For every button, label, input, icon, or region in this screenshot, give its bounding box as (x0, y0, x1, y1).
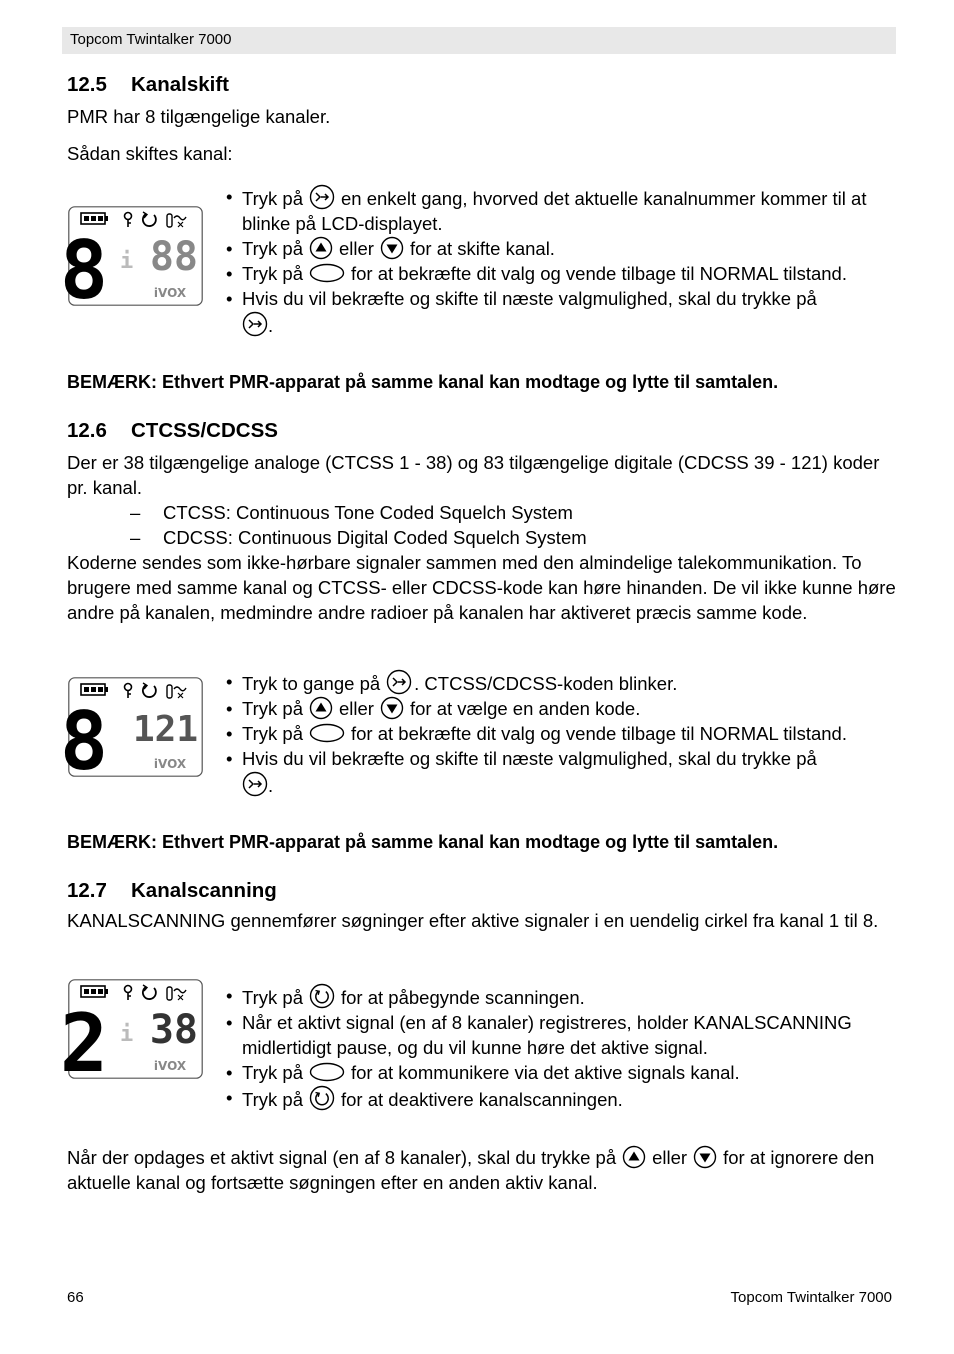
ptt-button-icon (309, 1061, 345, 1083)
up-button-icon (309, 696, 333, 720)
list-item: • Tryk på for at bekræfte dit valg og vende tilbage til NORMAL tilstand. (226, 723, 847, 744)
list-item: • Tryk på for at deaktivere kanalscanningen. (226, 1087, 623, 1110)
up-button-icon (622, 1145, 646, 1169)
list-item: • Tryk på for at kommunikere via det aktive signals kanal. (226, 1062, 740, 1083)
list-item: • Tryk på for at påbegynde scanningen. (226, 985, 585, 1008)
list-item: • Hvis du vil bekræfte og skifte til næste valgmulighed, skal du trykke på . (226, 748, 817, 796)
lcd-main-digit: 2 (59, 997, 108, 1090)
page-header (62, 27, 896, 54)
page-number: 66 (67, 1289, 84, 1306)
lcd-main-digit: 8 (59, 695, 108, 788)
section-title: Kanalscanning (131, 879, 277, 902)
section-number: 12.6 (67, 419, 107, 442)
section-title: Kanalskift (131, 73, 229, 96)
lcd-display-illustration (59, 206, 203, 317)
note-text: BEMÆRK: Ethvert PMR-apparat på samme kanal kan modtage og lytte til samtalen. (67, 832, 779, 852)
section-number: 12.5 (67, 73, 107, 96)
section-heading-12-5 (67, 73, 229, 97)
paragraph: Koderne sendes som ikke-hørbare signaler sammen med den almindelige talekommunikation. To brugere med samme kanal og CTCSS- eller CDCSS-kode kan høre hinanden. De vil ikke kunne høre andre på kanalen, medmindre andre radioer på kanalen har aktiveret præcis samme kode. (67, 552, 896, 623)
lcd-ivox-label: iVOX (153, 286, 187, 300)
menu-button-icon (242, 771, 268, 797)
list-item: • Tryk på eller for at vælge en anden kode. (226, 698, 641, 719)
bullet-list (226, 669, 896, 798)
menu-button-icon (242, 311, 268, 337)
down-button-icon (380, 696, 404, 720)
dash-item: – CDCSS: Continuous Digital Coded Squelch System (130, 527, 587, 548)
lcd-small-digits: 38 (149, 1007, 198, 1053)
list-item: • Tryk to gange på . CTCSS/CDCSS-koden blinker. (226, 671, 678, 694)
menu-button-icon (386, 669, 412, 695)
section-heading-12-7 (67, 879, 277, 903)
lcd-display-illustration (59, 677, 203, 788)
list-item: • Når et aktivt signal (en af 8 kanaler) registreres, holder KANALSCANNING midlertidigt pause, og du vil kunne høre det aktive signal. (226, 1012, 852, 1058)
lcd-ivox-label: iVOX (153, 757, 187, 771)
header-title: Topcom Twintalker 7000 (70, 31, 232, 48)
lcd-small-digits: 121 (132, 709, 198, 750)
down-button-icon (380, 236, 404, 260)
dash-item: – CTCSS: Continuous Tone Coded Squelch System (130, 502, 573, 523)
lcd-main-digit: 8 (59, 224, 108, 317)
bullet-list (226, 983, 896, 1112)
bullet-list (226, 184, 896, 338)
lcd-colon: i (120, 249, 134, 274)
ptt-button-icon (309, 262, 345, 284)
paragraph: KANALSCANNING gennemfører søgninger efter aktive signaler i en uendelig cirkel fra kanal 1 til 8. (67, 910, 879, 931)
list-item: • Hvis du vil bekræfte og skifte til næste valgmulighed, skal du trykke på . (226, 288, 817, 336)
paragraph: Der er 38 tilgængelige analoge (CTCSS 1 - 38) og 83 tilgængelige digitale (CDCSS 39 - 121) koder pr. kanal. (67, 452, 880, 498)
paragraph: Når der opdages et aktivt signal (en af 8 kanaler), skal du trykke på eller for at ignorere den aktuelle kanal og fortsætte søgningen efter en anden aktiv kanal. (67, 1147, 875, 1193)
up-button-icon (309, 236, 333, 260)
scan-button-icon (309, 983, 335, 1009)
list-item: • Tryk på eller for at skifte kanal. (226, 238, 555, 259)
paragraph: Sådan skiftes kanal: (67, 143, 233, 164)
lcd-colon: i (120, 1022, 134, 1047)
footer-title: Topcom Twintalker 7000 (730, 1289, 892, 1306)
lcd-small-digits: 88 (149, 234, 198, 280)
paragraph: PMR har 8 tilgængelige kanaler. (67, 106, 331, 127)
down-button-icon (693, 1145, 717, 1169)
section-number: 12.7 (67, 879, 107, 902)
list-item: • Tryk på for at bekræfte dit valg og vende tilbage til NORMAL tilstand. (226, 263, 847, 284)
ptt-button-icon (309, 722, 345, 744)
lcd-ivox-label: iVOX (153, 1059, 187, 1073)
section-title: CTCSS/CDCSS (131, 419, 278, 442)
lcd-display-illustration (59, 979, 203, 1090)
menu-button-icon (309, 184, 335, 210)
scan-button-icon (309, 1085, 335, 1111)
note-text: BEMÆRK: Ethvert PMR-apparat på samme kanal kan modtage og lytte til samtalen. (67, 372, 779, 392)
list-item: • Tryk på en enkelt gang, hvorved det aktuelle kanalnummer kommer til at blinke på LCD-displayet. (226, 186, 867, 234)
section-heading-12-6 (67, 419, 278, 443)
